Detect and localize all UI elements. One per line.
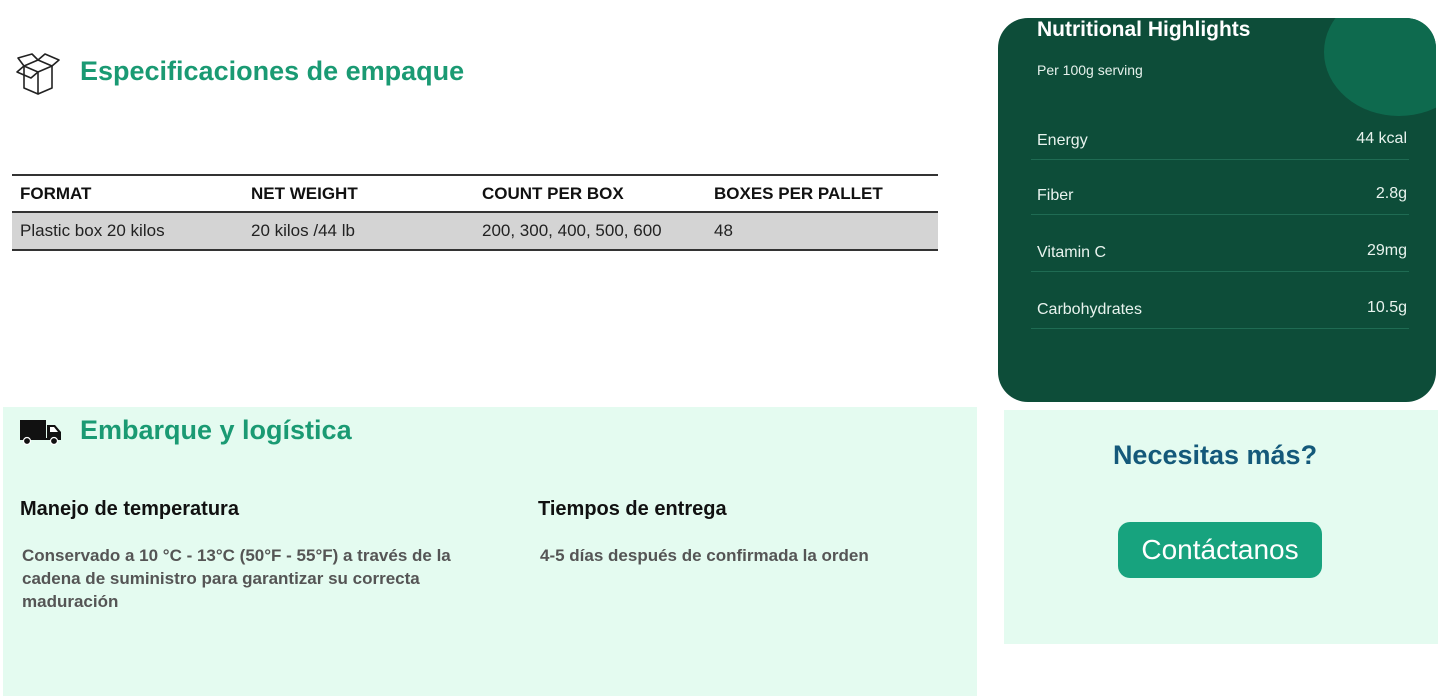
nutrition-value: 44 kcal: [1356, 130, 1407, 147]
nutrition-value: 29mg: [1366, 242, 1407, 259]
nutrition-label: Fiber: [1037, 187, 1074, 204]
nutrition-title: Nutritional Highlights: [1037, 18, 1251, 41]
truck-icon: [19, 418, 63, 446]
table-cell: Plastic box 20 kilos: [12, 212, 243, 250]
column-header-count-per-box: COUNT PER BOX: [474, 175, 706, 212]
nutrition-label: Vitamin C: [1037, 244, 1107, 261]
nutrition-value: 2.8g: [1375, 185, 1407, 202]
table-cell: 200, 300, 400, 500, 600: [474, 212, 706, 250]
decorative-circle: [1324, 18, 1436, 116]
contact-card: [1004, 410, 1438, 644]
table-cell: 20 kilos /44 lb: [243, 212, 474, 250]
nutrition-value: 10.5g: [1366, 299, 1407, 316]
temperature-heading: Manejo de temperatura: [20, 498, 239, 520]
table-header-row: [12, 175, 938, 212]
table-cell: 48: [706, 212, 938, 250]
packaging-title: Especificaciones de empaque: [80, 56, 465, 86]
column-header-net-weight: NET WEIGHT: [243, 175, 474, 212]
nutrition-subtitle: Per 100g serving: [1037, 62, 1143, 78]
box-icon: [14, 52, 62, 101]
contact-button[interactable]: Contáctanos: [1118, 522, 1322, 578]
temperature-text: Conservado a 10 °C - 13°C (50°F - 55°F) a través de la cadena de suministro para garantizar su correcta maduración: [22, 546, 451, 611]
nutrition-card: [998, 18, 1436, 402]
shipping-section: [3, 407, 977, 696]
nutrition-label: Energy: [1037, 132, 1088, 149]
shipping-title: Embarque y logística: [80, 415, 352, 445]
nutrition-label: Carbohydrates: [1037, 301, 1142, 318]
column-header-format: FORMAT: [12, 175, 243, 212]
contact-title: Necesitas más?: [1112, 440, 1318, 470]
packaging-spec-table: [12, 174, 938, 251]
delivery-heading: Tiempos de entrega: [538, 498, 727, 520]
nutrition-row-fiber: [1031, 185, 1409, 215]
delivery-text: 4-5 días después de confirmada la orden: [540, 546, 869, 565]
packaging-header: [14, 52, 62, 101]
nutrition-row-energy: [1031, 130, 1409, 160]
nutrition-row-carbohydrates: [1031, 299, 1409, 329]
nutrition-row-vitamin-c: [1031, 242, 1409, 272]
column-header-boxes-per-pallet: BOXES PER PALLET: [706, 175, 938, 212]
table-row: [12, 212, 938, 250]
